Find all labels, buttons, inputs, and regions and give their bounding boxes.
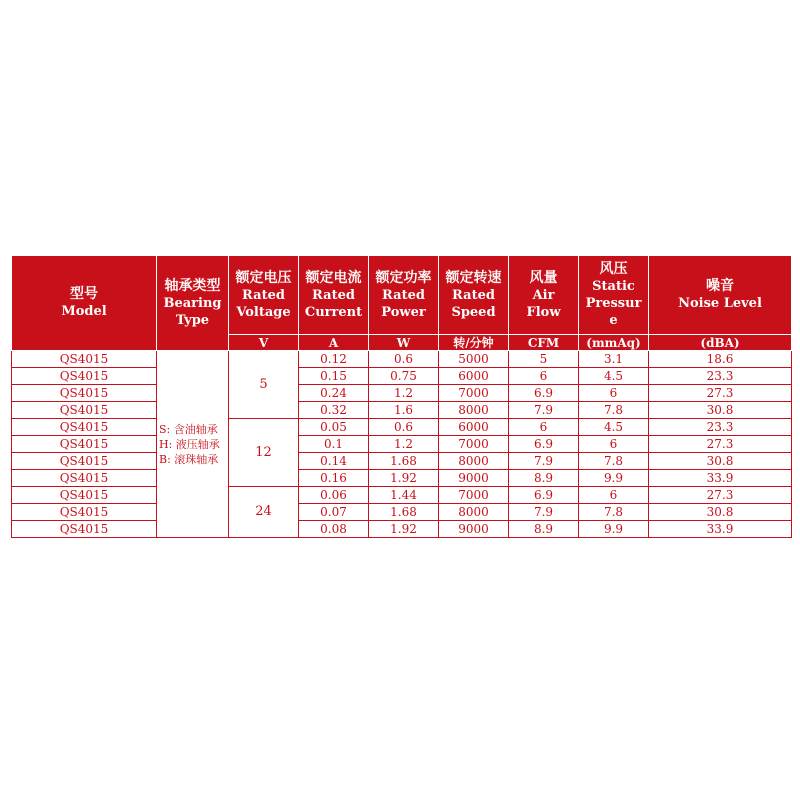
cell-speed: 6000 (439, 368, 509, 385)
cell-current: 0.24 (299, 385, 369, 402)
cell-speed: 7000 (439, 436, 509, 453)
cell-noise: 33.9 (649, 521, 792, 538)
cell-speed: 5000 (439, 351, 509, 368)
cell-power: 0.75 (369, 368, 439, 385)
cell-airflow: 7.9 (509, 402, 579, 419)
cell-speed: 8000 (439, 453, 509, 470)
cell-pressure: 6 (579, 487, 649, 504)
cell-noise: 27.3 (649, 487, 792, 504)
cell-speed: 7000 (439, 487, 509, 504)
table-row (12, 470, 792, 487)
cell-airflow: 6 (509, 368, 579, 385)
cell-pressure: 3.1 (579, 351, 649, 368)
cell-noise: 23.3 (649, 368, 792, 385)
cell-current: 0.05 (299, 419, 369, 436)
cell-speed: 9000 (439, 521, 509, 538)
cell-current: 0.07 (299, 504, 369, 521)
cell-current: 0.12 (299, 351, 369, 368)
cell-speed: 8000 (439, 504, 509, 521)
header-rated-power: 额定功率 Rated Power (369, 256, 439, 335)
cell-model: QS4015 (12, 351, 157, 368)
cell-pressure: 9.9 (579, 470, 649, 487)
unit-power: W (369, 335, 439, 351)
cell-voltage: 5 (229, 351, 299, 419)
cell-current: 0.16 (299, 470, 369, 487)
cell-model: QS4015 (12, 419, 157, 436)
cell-speed: 6000 (439, 419, 509, 436)
cell-airflow: 6.9 (509, 385, 579, 402)
cell-noise: 23.3 (649, 419, 792, 436)
unit-current: A (299, 335, 369, 351)
header-rated-current: 额定电流 Rated Current (299, 256, 369, 335)
table-row (12, 436, 792, 453)
header-row (12, 256, 792, 335)
cell-model: QS4015 (12, 521, 157, 538)
cell-airflow: 7.9 (509, 453, 579, 470)
cell-airflow: 5 (509, 351, 579, 368)
cell-model: QS4015 (12, 436, 157, 453)
header-static-pressure: 风压 Static Pressur e (579, 256, 649, 335)
cell-power: 1.2 (369, 385, 439, 402)
table-row (12, 521, 792, 538)
cell-airflow: 6.9 (509, 487, 579, 504)
unit-airflow: CFM (509, 335, 579, 351)
cell-power: 1.68 (369, 453, 439, 470)
header-air-flow: 风量 Air Flow (509, 256, 579, 335)
cell-current: 0.1 (299, 436, 369, 453)
cell-power: 0.6 (369, 351, 439, 368)
cell-noise: 27.3 (649, 385, 792, 402)
cell-pressure: 7.8 (579, 453, 649, 470)
cell-current: 0.06 (299, 487, 369, 504)
cell-current: 0.32 (299, 402, 369, 419)
unit-speed: 转/分钟 (439, 335, 509, 351)
bearing-type-item: B: 滚珠轴承 (159, 452, 219, 466)
table-row (12, 453, 792, 470)
cell-pressure: 4.5 (579, 368, 649, 385)
cell-power: 0.6 (369, 419, 439, 436)
cell-bearing-types (157, 351, 229, 538)
cell-voltage: 24 (229, 487, 299, 538)
cell-model: QS4015 (12, 453, 157, 470)
table-row (12, 368, 792, 385)
cell-airflow: 6 (509, 419, 579, 436)
cell-model: QS4015 (12, 385, 157, 402)
cell-pressure: 6 (579, 385, 649, 402)
table-row (12, 504, 792, 521)
cell-model: QS4015 (12, 470, 157, 487)
unit-voltage: V (229, 335, 299, 351)
cell-noise: 18.6 (649, 351, 792, 368)
cell-current: 0.15 (299, 368, 369, 385)
header-rated-voltage: 额定电压 Rated Voltage (229, 256, 299, 335)
cell-power: 1.2 (369, 436, 439, 453)
cell-voltage: 12 (229, 419, 299, 487)
header-noise-level: 噪音 Noise Level (649, 256, 792, 335)
bearing-type-item: S: 含油轴承 (159, 422, 218, 436)
cell-noise: 30.8 (649, 504, 792, 521)
cell-airflow: 7.9 (509, 504, 579, 521)
cell-model: QS4015 (12, 368, 157, 385)
table-row (12, 351, 792, 368)
table-body (12, 351, 792, 538)
cell-model: QS4015 (12, 402, 157, 419)
table-row (12, 402, 792, 419)
cell-speed: 8000 (439, 402, 509, 419)
unit-noise: (dBA) (649, 335, 792, 351)
cell-power: 1.44 (369, 487, 439, 504)
table-header (12, 256, 792, 351)
cell-pressure: 7.8 (579, 504, 649, 521)
header-model: 型号 Model (12, 256, 157, 351)
cell-power: 1.92 (369, 470, 439, 487)
cell-airflow: 6.9 (509, 436, 579, 453)
cell-pressure: 6 (579, 436, 649, 453)
cell-pressure: 9.9 (579, 521, 649, 538)
unit-pressure: (mmAq) (579, 335, 649, 351)
cell-pressure: 7.8 (579, 402, 649, 419)
cell-speed: 7000 (439, 385, 509, 402)
cell-noise: 33.9 (649, 470, 792, 487)
cell-power: 1.68 (369, 504, 439, 521)
bearing-type-item: H: 液压轴承 (159, 437, 220, 451)
fan-spec-table (11, 255, 792, 538)
table-row (12, 487, 792, 504)
header-rated-speed: 额定转速 Rated Speed (439, 256, 509, 335)
cell-airflow: 8.9 (509, 521, 579, 538)
spec-table-container (11, 255, 791, 538)
header-bearing-type: 轴承类型 Bearing Type (157, 256, 229, 351)
cell-model: QS4015 (12, 504, 157, 521)
cell-pressure: 4.5 (579, 419, 649, 436)
table-row (12, 419, 792, 436)
cell-noise: 30.8 (649, 402, 792, 419)
cell-noise: 27.3 (649, 436, 792, 453)
cell-current: 0.14 (299, 453, 369, 470)
cell-model: QS4015 (12, 487, 157, 504)
cell-power: 1.6 (369, 402, 439, 419)
cell-current: 0.08 (299, 521, 369, 538)
cell-speed: 9000 (439, 470, 509, 487)
cell-power: 1.92 (369, 521, 439, 538)
cell-noise: 30.8 (649, 453, 792, 470)
table-row (12, 385, 792, 402)
cell-airflow: 8.9 (509, 470, 579, 487)
